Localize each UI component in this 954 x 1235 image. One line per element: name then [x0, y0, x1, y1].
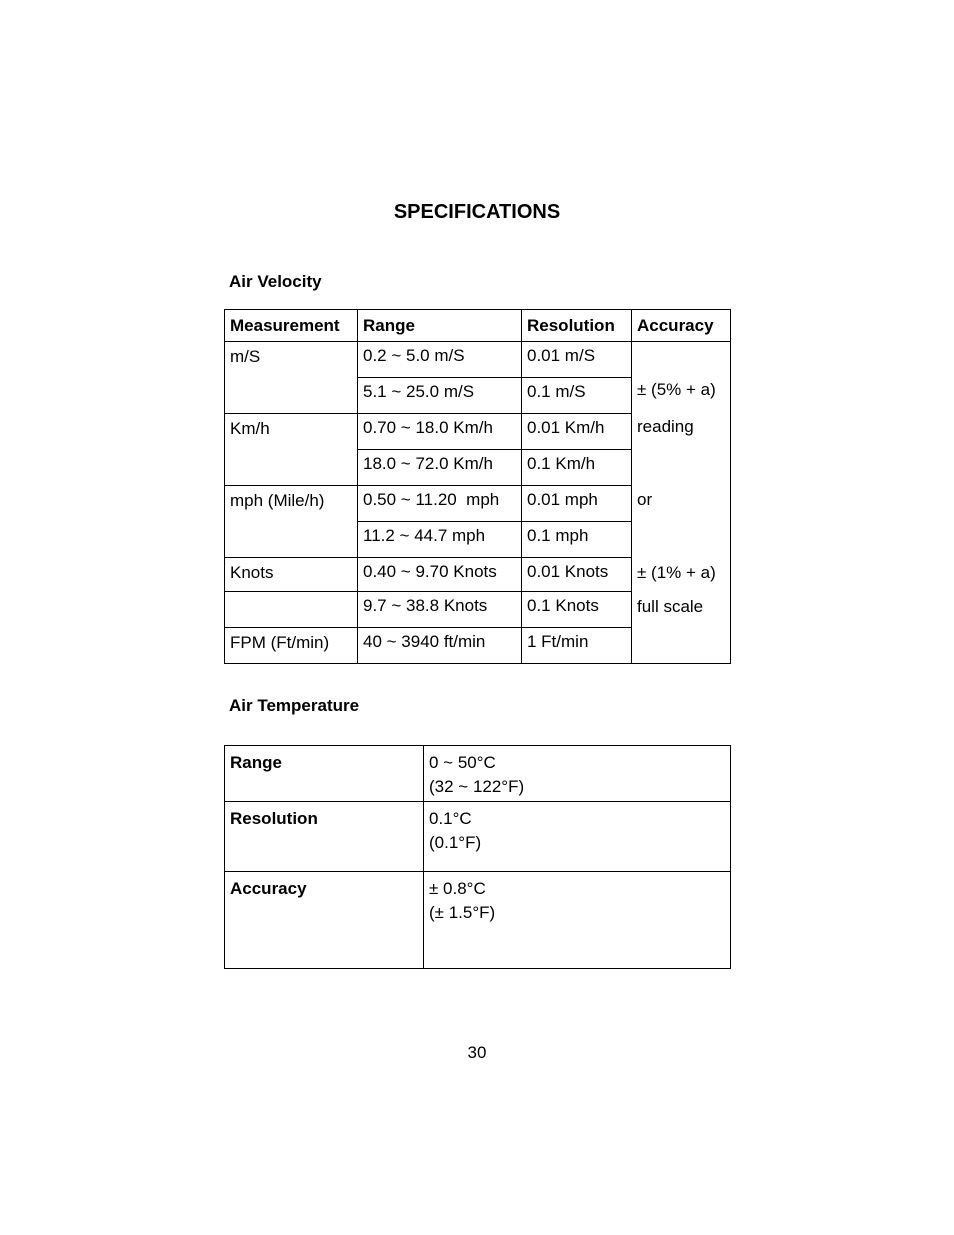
spec-label: Resolution — [225, 802, 424, 872]
unit-cell: FPM (Ft/min) — [225, 628, 358, 664]
header-resolution: Resolution — [522, 310, 632, 342]
resolution-cell: 0.01 Knots — [522, 558, 632, 592]
unit-cell: Knots — [225, 558, 358, 592]
table-row — [225, 802, 731, 872]
accuracy-line: ± (5% + a) — [637, 380, 716, 399]
air-velocity-table — [224, 309, 731, 664]
range-cell: 11.2 ~ 44.7 mph — [358, 522, 522, 558]
range-cell: 0.2 ~ 5.0 m/S — [358, 342, 522, 378]
header-accuracy: Accuracy — [632, 310, 731, 342]
resolution-cell: 1 Ft/min — [522, 628, 632, 664]
spec-value-celsius: 0 ~ 50°C — [429, 753, 496, 772]
resolution-cell: 0.01 mph — [522, 486, 632, 522]
range-cell: 9.7 ~ 38.8 Knots — [358, 592, 522, 628]
spec-value — [424, 802, 731, 872]
header-measurement: Measurement — [225, 310, 358, 342]
air-velocity-heading: Air Velocity — [229, 272, 322, 291]
accuracy-line: reading — [637, 417, 694, 436]
table-header-row — [225, 310, 731, 342]
unit-cell: Km/h — [225, 414, 358, 486]
range-cell: 0.40 ~ 9.70 Knots — [358, 558, 522, 592]
page-title: SPECIFICATIONS — [393, 201, 561, 223]
range-cell: 0.70 ~ 18.0 Km/h — [358, 414, 522, 450]
spec-value — [424, 746, 731, 802]
accuracy-line: ± (1% + a) — [637, 563, 716, 582]
resolution-cell: 0.01 m/S — [522, 342, 632, 378]
table-row — [225, 872, 731, 969]
unit-cell: m/S — [225, 342, 358, 414]
spec-value-fahrenheit: (0.1°F) — [429, 833, 482, 852]
header-range: Range — [358, 310, 522, 342]
accuracy-cell — [632, 342, 731, 664]
resolution-cell: 0.1 Knots — [522, 592, 632, 628]
accuracy-line: or — [637, 490, 653, 509]
resolution-cell: 0.1 mph — [522, 522, 632, 558]
resolution-cell: 0.01 Km/h — [522, 414, 632, 450]
spec-value — [424, 872, 731, 969]
spec-label: Range — [225, 746, 424, 802]
spec-value-fahrenheit: (32 ~ 122°F) — [429, 777, 525, 796]
unit-cell — [225, 592, 358, 628]
accuracy-line: full scale — [637, 597, 704, 616]
range-cell: 0.50 ~ 11.20 mph — [358, 486, 522, 522]
range-cell: 18.0 ~ 72.0 Km/h — [358, 450, 522, 486]
air-temperature-table — [224, 745, 731, 969]
air-temperature-heading: Air Temperature — [229, 696, 360, 715]
resolution-cell: 0.1 Km/h — [522, 450, 632, 486]
resolution-cell: 0.1 m/S — [522, 378, 632, 414]
page-number: 30 — [467, 1043, 487, 1062]
table-row — [225, 342, 731, 378]
table-row — [225, 746, 731, 802]
range-cell: 5.1 ~ 25.0 m/S — [358, 378, 522, 414]
spec-value-fahrenheit: (± 1.5°F) — [429, 903, 496, 922]
spec-value-celsius: ± 0.8°C — [429, 879, 486, 898]
range-cell: 40 ~ 3940 ft/min — [358, 628, 522, 664]
spec-label: Accuracy — [225, 872, 424, 969]
unit-cell: mph (Mile/h) — [225, 486, 358, 558]
spec-value-celsius: 0.1°C — [429, 809, 472, 828]
